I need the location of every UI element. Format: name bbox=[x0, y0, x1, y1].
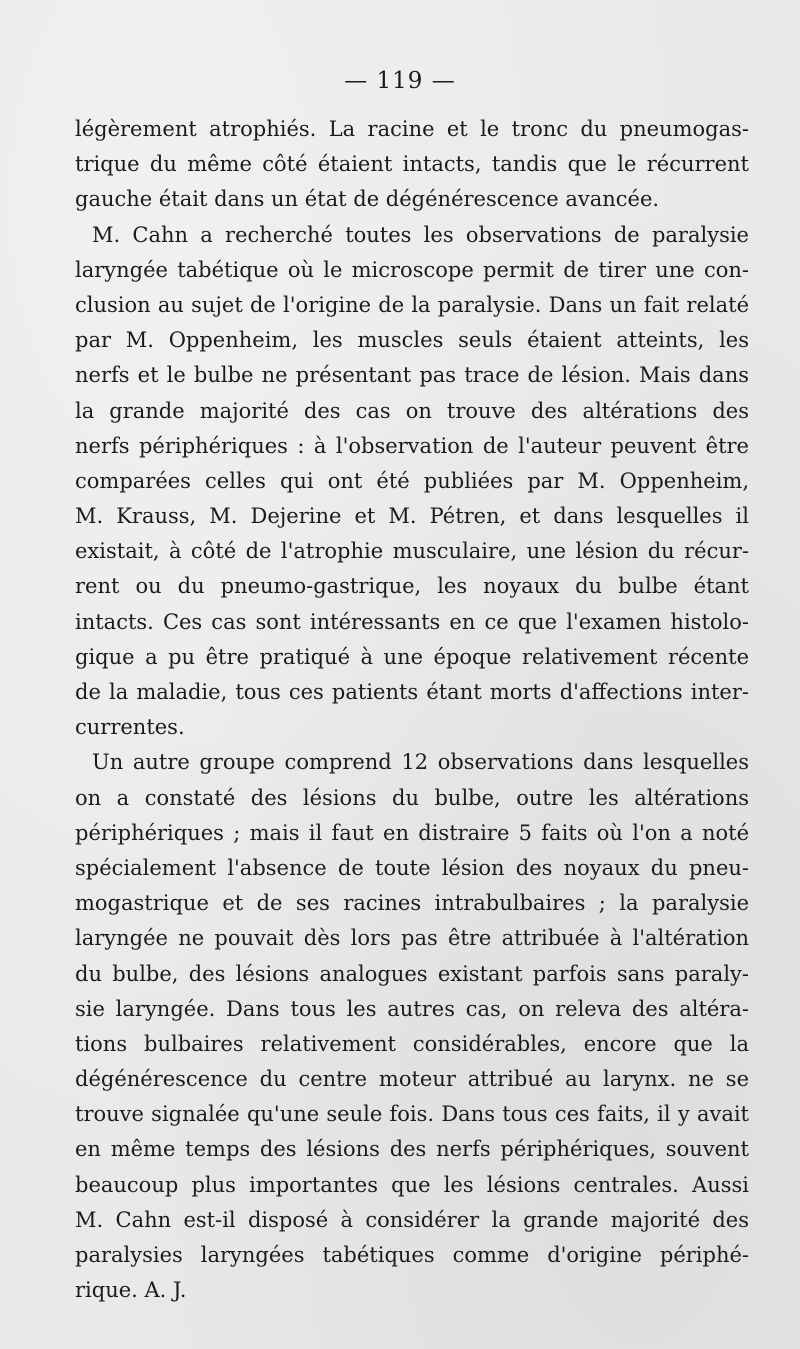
text-line: mogastrique et de ses racines intrabulbaires ; la paralysie bbox=[75, 891, 749, 916]
text-line: clusion au sujet de l'origine de la paralysie. Dans un fait relaté bbox=[75, 292, 749, 317]
text-line: tions bulbaires relativement considérables, encore que la bbox=[75, 1031, 749, 1056]
text-line: nerfs périphériques : à l'observation de l'auteur peuvent être bbox=[75, 433, 749, 458]
text-line: dégénérescence du centre moteur attribué au larynx. ne se bbox=[75, 1067, 749, 1092]
text-line: rique. A. J. bbox=[75, 1278, 187, 1303]
text-line: laryngée tabétique où le microscope permit de tirer une con- bbox=[75, 257, 749, 282]
text-line: gauche était dans un état de dégénérescence avancée. bbox=[75, 187, 660, 212]
text-line: par M. Oppenheim, les muscles seuls étaient atteints, les bbox=[75, 328, 749, 353]
text-line: trouve signalée qu'une seule fois. Dans tous ces faits, il y avait bbox=[75, 1102, 749, 1127]
text-line: beaucoup plus importantes que les lésions centrales. Aussi bbox=[75, 1172, 749, 1197]
text-line: la grande majorité des cas on trouve des altérations des bbox=[75, 398, 749, 423]
text-line: de la maladie, tous ces patients étant morts d'affections inter- bbox=[75, 680, 749, 704]
text-line: périphériques ; mais il faut en distraire 5 faits où l'on a noté bbox=[75, 820, 749, 845]
text-line: currentes. bbox=[75, 715, 185, 740]
text-line: rent ou du pneumo-gastrique, les noyaux du bulbe étant bbox=[75, 574, 749, 599]
text-line: spécialement l'absence de toute lésion des noyaux du pneu- bbox=[75, 855, 749, 880]
text-line: du bulbe, des lésions analogues existant parfois sans paraly- bbox=[75, 961, 749, 986]
text-line: on a constaté des lésions du bulbe, outre les altérations bbox=[75, 785, 749, 810]
text-line: intacts. Ces cas sont intéressants en ce que l'examen histolo- bbox=[75, 609, 749, 634]
text-line: M. Krauss, M. Dejerine et M. Pétren, et dans lesquelles il bbox=[75, 504, 749, 529]
text-line: existait, à côté de l'atrophie musculaire, une lésion du récur- bbox=[75, 539, 749, 564]
page-number: — 119 — bbox=[344, 68, 456, 94]
text-line: trique du même côté étaient intacts, tandis que le récurrent bbox=[75, 152, 749, 177]
text-line: légèrement atrophiés. La racine et le tronc du pneumogas- bbox=[75, 117, 749, 141]
body-text bbox=[75, 112, 749, 1308]
text-line: paralysies laryngées tabétiques comme d'origine périphé- bbox=[75, 1243, 749, 1267]
text-line: sie laryngée. Dans tous les autres cas, on releva des altéra- bbox=[75, 996, 749, 1021]
text-line: M. Cahn est-il disposé à considérer la grande majorité des bbox=[75, 1207, 749, 1232]
text-line: nerfs et le bulbe ne présentant pas trace de lésion. Mais dans bbox=[75, 363, 749, 388]
text-line: M. Cahn a recherché toutes les observations de paralysie bbox=[92, 222, 749, 247]
text-line: gique a pu être pratiqué à une époque relativement récente bbox=[75, 644, 749, 669]
text-line: laryngée ne pouvait dès lors pas être attribuée à l'altération bbox=[75, 926, 749, 951]
text-line: comparées celles qui ont été publiées par M. Oppenheim, bbox=[75, 468, 749, 493]
text-line: Un autre groupe comprend 12 observations dans lesquelles bbox=[92, 750, 749, 775]
text-line: en même temps des lésions des nerfs périphériques, souvent bbox=[75, 1137, 749, 1162]
